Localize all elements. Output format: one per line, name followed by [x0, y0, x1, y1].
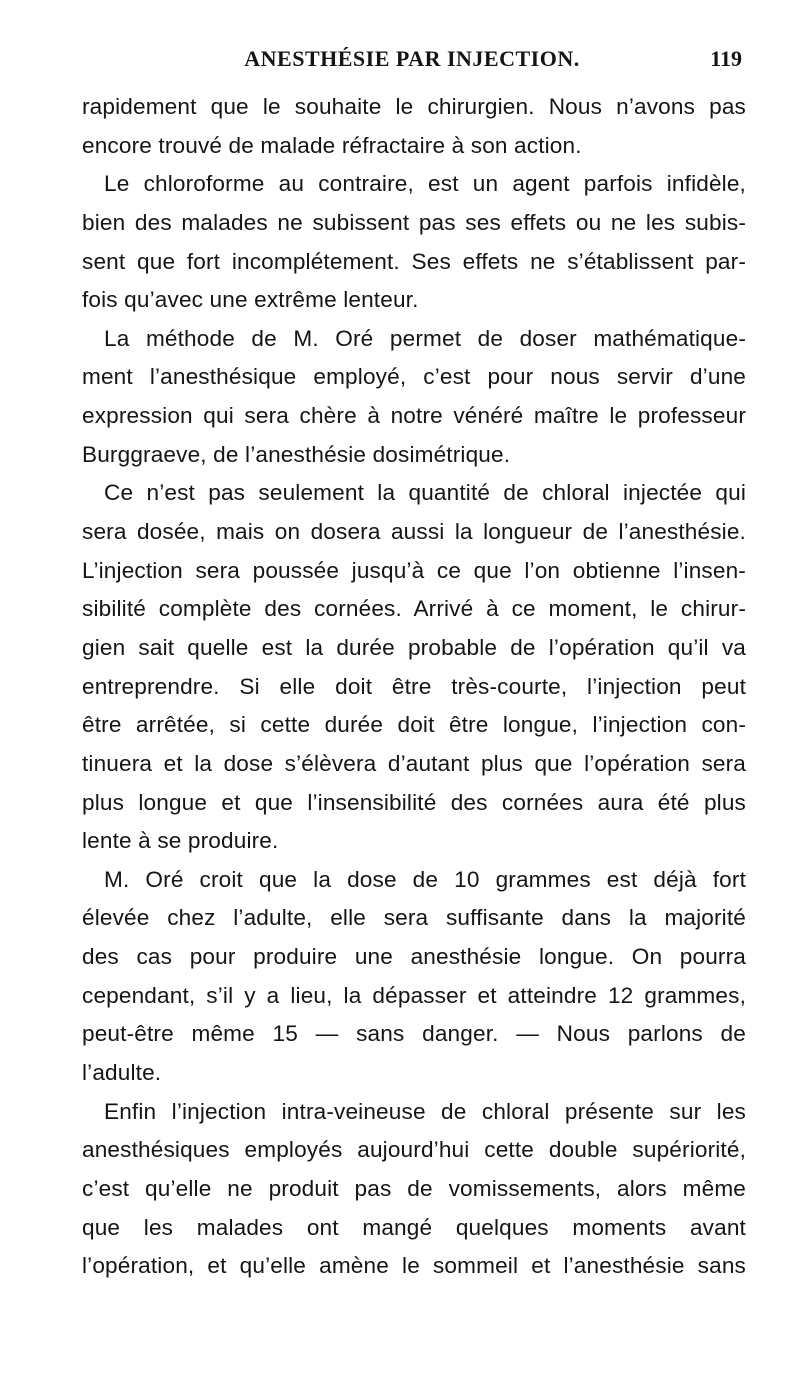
text-line: peut-être même 15 — sans danger. — Nous parlons de: [82, 1021, 746, 1047]
text-line: Burggraeve, de l’anesthésie dosimétrique.: [82, 441, 511, 467]
text-line: plus longue et que l’insensibilité des cornées aura été plus: [82, 789, 746, 815]
text-line: ment l’anesthésique employé, c’est pour nous servir d’une: [82, 364, 746, 390]
text-line: tinuera et la dose s’élèvera d’autant plus que l’opération sera: [82, 750, 746, 776]
text-line: bien des malades ne subissent pas ses effets ou ne les subis-: [82, 209, 746, 235]
text-line: Le chloroforme au contraire, est un agent parfois infidèle,: [104, 171, 746, 197]
text-line: c’est qu’elle ne produit pas de vomissements, alors même: [82, 1175, 746, 1201]
text-line: La méthode de M. Oré permet de doser mathématique-: [104, 325, 746, 351]
running-head: [82, 46, 742, 76]
text-line: entreprendre. Si elle doit être très-courte, l’injection peut: [82, 673, 746, 699]
text-line: L’injection sera poussée jusqu’à ce que l’on obtienne l’insen-: [82, 557, 746, 583]
text-line: sera dosée, mais on dosera aussi la longueur de l’anesthésie.: [82, 519, 746, 545]
text-line: encore trouvé de malade réfractaire à son action.: [82, 132, 582, 158]
text-line: être arrêtée, si cette durée doit être longue, l’injection con-: [82, 712, 746, 738]
text-line: l’opération, et qu’elle amène le sommeil et l’anesthésie sans: [82, 1253, 746, 1279]
running-head-title: ANESTHÉSIE PAR INJECTION.: [244, 46, 580, 71]
text-line: Enfin l’injection intra-veineuse de chloral présente sur les: [104, 1098, 746, 1124]
text-line: expression qui sera chère à notre vénéré maître le professeur: [82, 403, 746, 429]
text-line: M. Oré croit que la dose de 10 grammes est déjà fort: [104, 866, 746, 892]
text-line: l’adulte.: [82, 1060, 162, 1086]
text-line: que les malades ont mangé quelques moments avant: [82, 1214, 746, 1240]
text-line: anesthésiques employés aujourd’hui cette double supériorité,: [82, 1137, 746, 1163]
text-line: sent que fort incomplétement. Ses effets ne s’établissent par-: [82, 248, 746, 274]
text-line: rapidement que le souhaite le chirurgien. Nous n’avons pas: [82, 94, 746, 119]
text-line: cependant, s’il y a lieu, la dépasser et atteindre 12 grammes,: [82, 982, 746, 1008]
text-line: lente à se produire.: [82, 828, 279, 854]
text-line: sibilité complète des cornées. Arrivé à ce moment, le chirur-: [82, 596, 746, 622]
body-text: [82, 88, 746, 1286]
page-number: 119: [710, 46, 742, 71]
text-line: fois qu’avec une extrême lenteur.: [82, 287, 419, 313]
text-line: gien sait quelle est la durée probable de l’opération qu’il va: [82, 634, 746, 660]
text-line: Ce n’est pas seulement la quantité de chloral injectée qui: [104, 480, 746, 506]
text-line: des cas pour produire une anesthésie longue. On pourra: [82, 944, 746, 970]
text-line: élevée chez l’adulte, elle sera suffisante dans la majorité: [82, 905, 746, 931]
